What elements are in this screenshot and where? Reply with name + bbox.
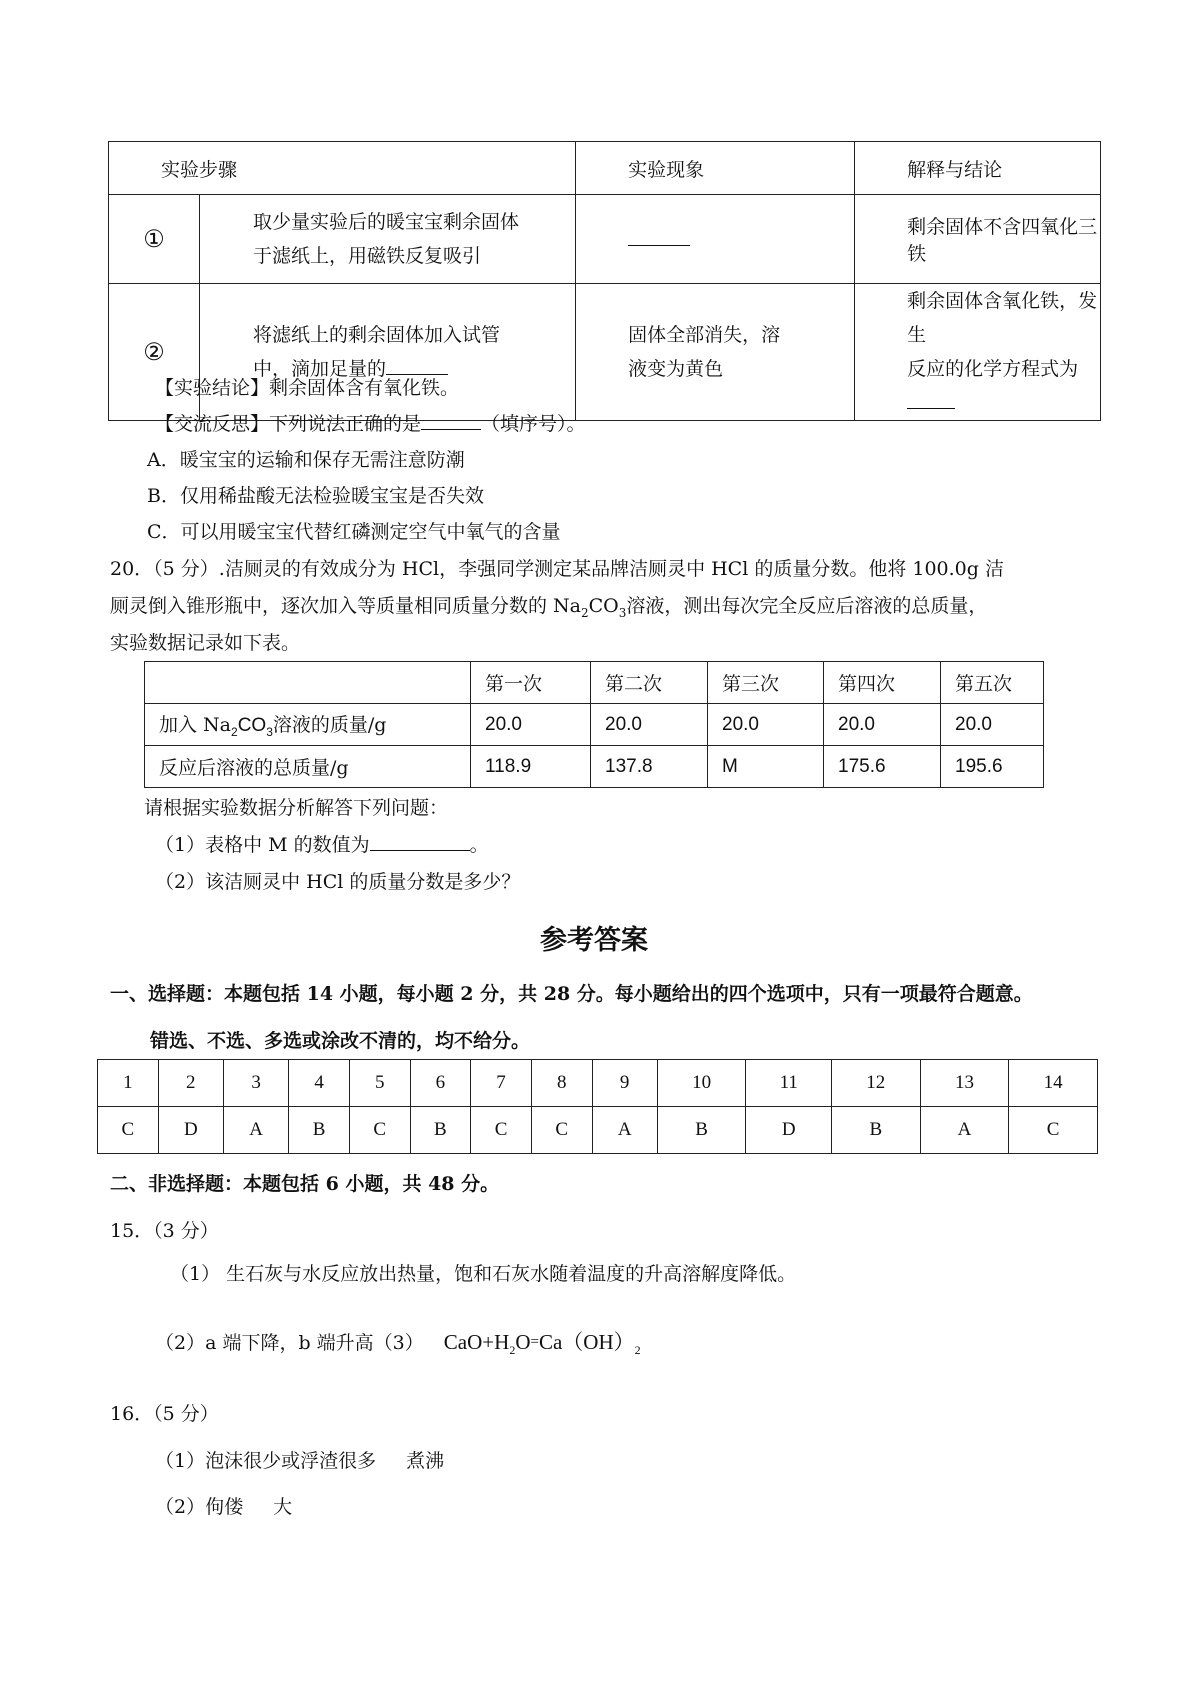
cell-value: 175.6 [824,746,941,788]
answer-blank[interactable] [421,411,481,430]
answer-number-cell: 7 [471,1060,532,1107]
answer-number-cell: 5 [349,1060,410,1107]
conclusion-cell: 剩余固体不含四氧化三铁 [855,195,1101,284]
row-label-added-mass: 加入 $Na_2CO_3$溶液的质量/g [145,704,471,746]
cell-value: 20.0 [471,704,591,746]
answer-letter-cell: C [349,1107,410,1154]
answer-number-cell: 2 [158,1060,223,1107]
answer-number-cell: 14 [1009,1060,1098,1107]
header-trial-4: 第四次 [824,662,941,704]
answer-letter-cell: B [657,1107,746,1154]
answer-letter-cell: C [98,1107,159,1154]
experiment-conclusion: 【实验结论】剩余固体含有氧化铁。 [155,377,460,399]
answer-number-cell: 1 [98,1060,159,1107]
cell-value: 195.6 [941,746,1044,788]
cell-value: 20.0 [941,704,1044,746]
answer-key-table [97,1059,1098,1154]
header-trial-1: 第一次 [471,662,591,704]
q15-answer-1: （1） 生石灰与水反应放出热量，饱和石灰水随着温度的升高溶解度降低。 [170,1263,797,1285]
q16-answer-2: （2）佝偻 大 [155,1496,293,1518]
answer-number-cell: 8 [531,1060,592,1107]
header-trial-2: 第二次 [591,662,708,704]
cell-value: 20.0 [824,704,941,746]
cell-value: M [708,746,824,788]
answer-letter-cell: A [920,1107,1009,1154]
answer-letter-cell: B [410,1107,471,1154]
step-number: ② [109,284,200,421]
answer-letter-cell: D [746,1107,832,1154]
answer-letter-cell: C [1009,1107,1098,1154]
answer-number-cell: 13 [920,1060,1009,1107]
q16-answer-1: （1）泡沫很少或浮渣很多 煮沸 [155,1450,445,1472]
conclusion-cell: 剩余固体含氧化铁，发生 反应的化学方程式为 [855,284,1101,421]
step-number: ① [109,195,200,284]
answers-title: 参考答案 [540,925,648,956]
section2-heading: 二、非选择题：本题包括 6 小题，共 48 分。 [110,1173,500,1195]
section1-heading: 一、选择题：本题包括 14 小题，每小题 2 分，共 28 分。每小题给出的四个选项中，只有一项最符合题意。 [110,983,1033,1005]
step-description: 取少量实验后的暖宝宝剩余固体 于滤纸上，用磁铁反复吸引 [200,195,576,284]
header-trial-3: 第三次 [708,662,824,704]
answer-numbers-row [98,1060,1098,1107]
answer-number-cell: 6 [410,1060,471,1107]
q15-answer-2: （2）a 端下降，b 端升高（3） $CaO+H_2O=Ca(OH)_2$ [155,1330,641,1358]
chemical-equation: $CaO+H_2O=Ca(OH)_2$ [443,1330,641,1358]
row-label-total-mass: 反应后溶液的总质量/g [145,746,471,788]
header-phenomenon: 实验现象 [576,142,855,195]
header-trial-5: 第五次 [941,662,1044,704]
cell-value: 20.0 [708,704,824,746]
answer-number-cell: 11 [746,1060,832,1107]
option-c: C．可以用暖宝宝代替红磷测定空气中氧气的含量 [147,521,561,543]
answer-blank[interactable] [628,227,690,246]
answer-letter-cell: D [158,1107,223,1154]
answer-blank[interactable] [907,390,955,409]
answer-number-cell: 9 [592,1060,657,1107]
header-conclusion: 解释与结论 [855,142,1101,195]
option-b: B．仅用稀盐酸无法检验暖宝宝是否失效 [147,485,484,507]
header-steps: 实验步骤 [109,142,576,195]
answer-blank[interactable] [370,832,470,851]
q16-heading: 16．（5 分） [110,1403,219,1425]
cell-value: 137.8 [591,746,708,788]
step-description: 将滤纸上的剩余固体加入试管 中，滴加足量的 [200,284,576,421]
q20-prompt: 请根据实验数据分析解答下列问题： [144,797,449,819]
answer-number-cell: 3 [223,1060,288,1107]
answer-number-cell: 12 [831,1060,920,1107]
phenomenon-cell [576,195,855,284]
cell-value: 20.0 [591,704,708,746]
answer-letter-cell: B [289,1107,350,1154]
answer-letter-cell: C [531,1107,592,1154]
table-corner [145,662,471,704]
option-a: A．暖宝宝的运输和保存无需注意防潮 [147,449,465,471]
q20-line2: 厕灵倒入锥形瓶中，逐次加入等质量相同质量分数的 $Na_2CO_3$溶液，测出每次完全反应后溶液的总质量， [110,595,988,620]
answer-letters-row [98,1107,1098,1154]
answer-letter-cell: A [592,1107,657,1154]
q20-sub1: （1）表格中 M 的数值为 。 [155,834,489,856]
q20-line1: 20．（5 分）.洁厕灵的有效成分为 HCl，李强同学测定某品牌洁厕灵中 HCl 的质量分数。他将 100.0g 洁 [110,558,1004,580]
q15-heading: 15．（3 分） [110,1220,219,1242]
answer-letter-cell: C [471,1107,532,1154]
answer-letter-cell: B [831,1107,920,1154]
answer-number-cell: 4 [289,1060,350,1107]
answer-number-cell: 10 [657,1060,746,1107]
phenomenon-cell: 固体全部消失，溶 液变为黄色 [576,284,855,421]
q20-line3: 实验数据记录如下表。 [110,632,301,654]
answer-letter-cell: A [223,1107,288,1154]
section1-note: 错选、不选、多选或涂改不清的，均不给分。 [150,1030,531,1052]
reflection-question: 【交流反思】下列说法正确的是 （填序号）。 [155,413,586,435]
q20-sub2: （2）该洁厕灵中 HCl 的质量分数是多少？ [155,871,521,893]
cell-value: 118.9 [471,746,591,788]
q20-data-table [144,661,1044,788]
